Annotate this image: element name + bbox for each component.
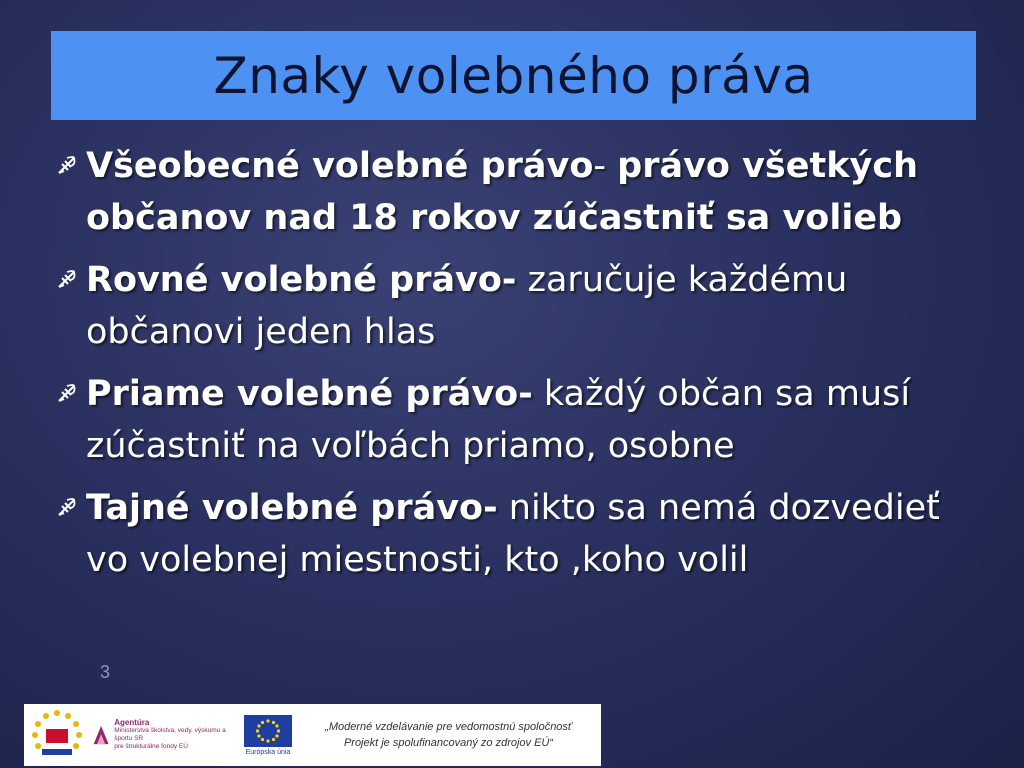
bullet-item (56, 254, 956, 358)
bullet-term: Všeobecné volebné právo (86, 146, 594, 186)
footer-banner (24, 704, 601, 766)
eu-label: Európska únia (245, 748, 291, 756)
title-bar (51, 31, 976, 120)
bullet-list (56, 140, 956, 596)
feather-bullet-icon (56, 140, 86, 176)
eu-flag-icon (244, 715, 292, 747)
bullet-item (56, 482, 956, 586)
bullet-term: Rovné volebné právo- (86, 260, 517, 300)
bullet-description: zaručuje každému občanovi jeden hlas (86, 260, 848, 352)
feather-bullet-icon (56, 482, 86, 518)
bullet-separator (516, 260, 527, 300)
bullet-description: právo všetkých občanov nad 18 rokov zúčastniť sa volieb (86, 146, 918, 238)
bullet-separator (533, 374, 544, 414)
footer-line-1: „Moderné vzdelávanie pre vedomostnú spoločnosť (325, 721, 572, 733)
operational-program-logo (28, 707, 86, 763)
bullet-text (86, 140, 956, 244)
bullet-item (56, 140, 956, 244)
footer-project-text (296, 719, 601, 751)
bullet-separator (498, 488, 509, 528)
page-number: 3 (100, 662, 111, 682)
feather-bullet-icon (56, 368, 86, 404)
bullet-description: nikto sa nemá dozvedieť vo volebnej miestnosti, kto ,koho volil (86, 488, 940, 580)
agency-ministry: Ministerstva školstva, vedy, výskumu a športu SR (114, 727, 226, 742)
bullet-item (56, 368, 956, 472)
bullet-text (86, 482, 956, 586)
bullet-description: každý občan sa musí zúčastniť na voľbách priamo, osobne (86, 374, 911, 466)
bullet-separator: - (593, 146, 618, 186)
bullet-term: Priame volebné právo- (86, 374, 533, 414)
bullet-text (86, 254, 956, 358)
footer-line-2: Projekt je spolufinancovaný zo zdrojov EÚ“ (343, 737, 554, 749)
feather-bullet-icon (56, 254, 86, 290)
bullet-term: Tajné volebné právo- (86, 488, 498, 528)
agency-name: Agentúra (114, 718, 150, 727)
bullet-text (86, 368, 956, 472)
slide-title: Znaky volebného práva (213, 46, 814, 105)
agency-funds: pre štrukturálne fondy EÚ (114, 743, 188, 750)
eu-logo (240, 707, 296, 763)
agency-logo (92, 707, 232, 763)
